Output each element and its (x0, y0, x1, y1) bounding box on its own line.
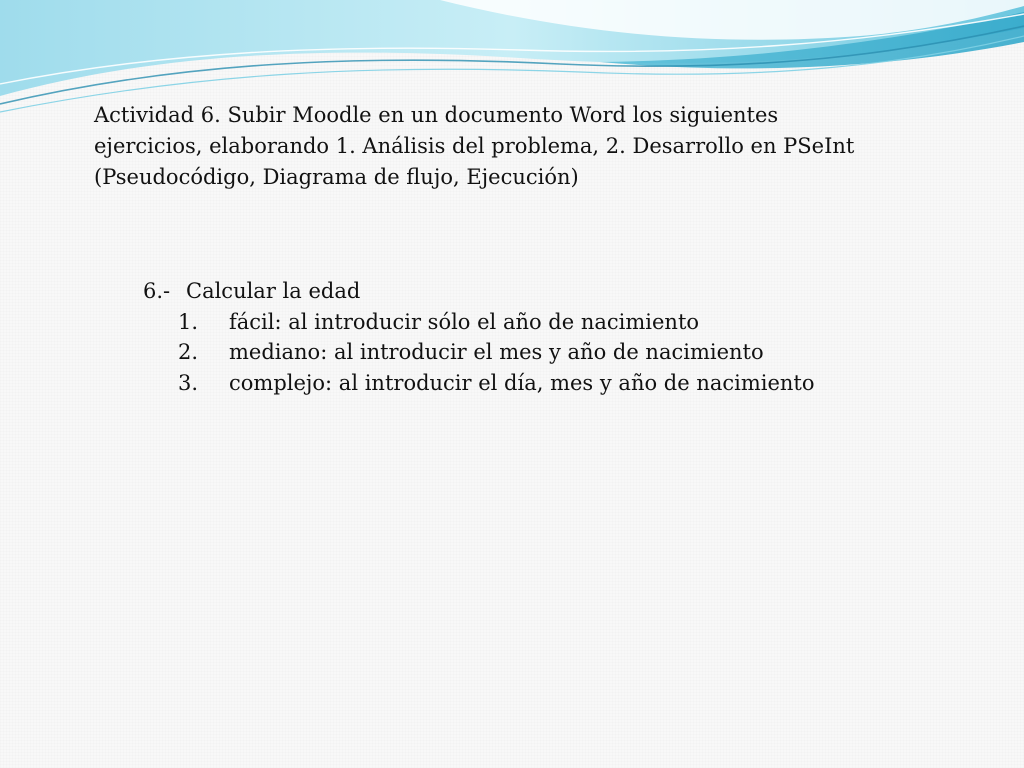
list-item-text: mediano: al introducir el mes y año de nacimiento (229, 340, 764, 364)
activity-description: Actividad 6. Subir Moodle en un documento Word los siguientes ejercicios, elaborando 1. Análisis del problema, 2. Desarrollo en PSeInt (Pseudocódigo, Diagrama de flujo, Ejecución) (94, 103, 855, 189)
list-item-text: fácil: al introducir sólo el año de nacimiento (229, 309, 700, 334)
list-item-marker: 3. (178, 370, 199, 395)
list-item-text: complejo: al introducir el día, mes y año de nacimiento (229, 370, 815, 395)
exercise-title (143, 276, 903, 307)
exercise-block (143, 276, 903, 398)
exercise-levels-list (143, 307, 903, 399)
list-item (143, 337, 903, 368)
exercise-title-text: Calcular la edad (186, 279, 361, 303)
list-item-marker: 2. (178, 340, 199, 364)
list-item (143, 368, 903, 399)
list-item-marker: 1. (178, 309, 199, 334)
list-item (143, 307, 903, 338)
exercise-number: 6.- (143, 279, 171, 303)
